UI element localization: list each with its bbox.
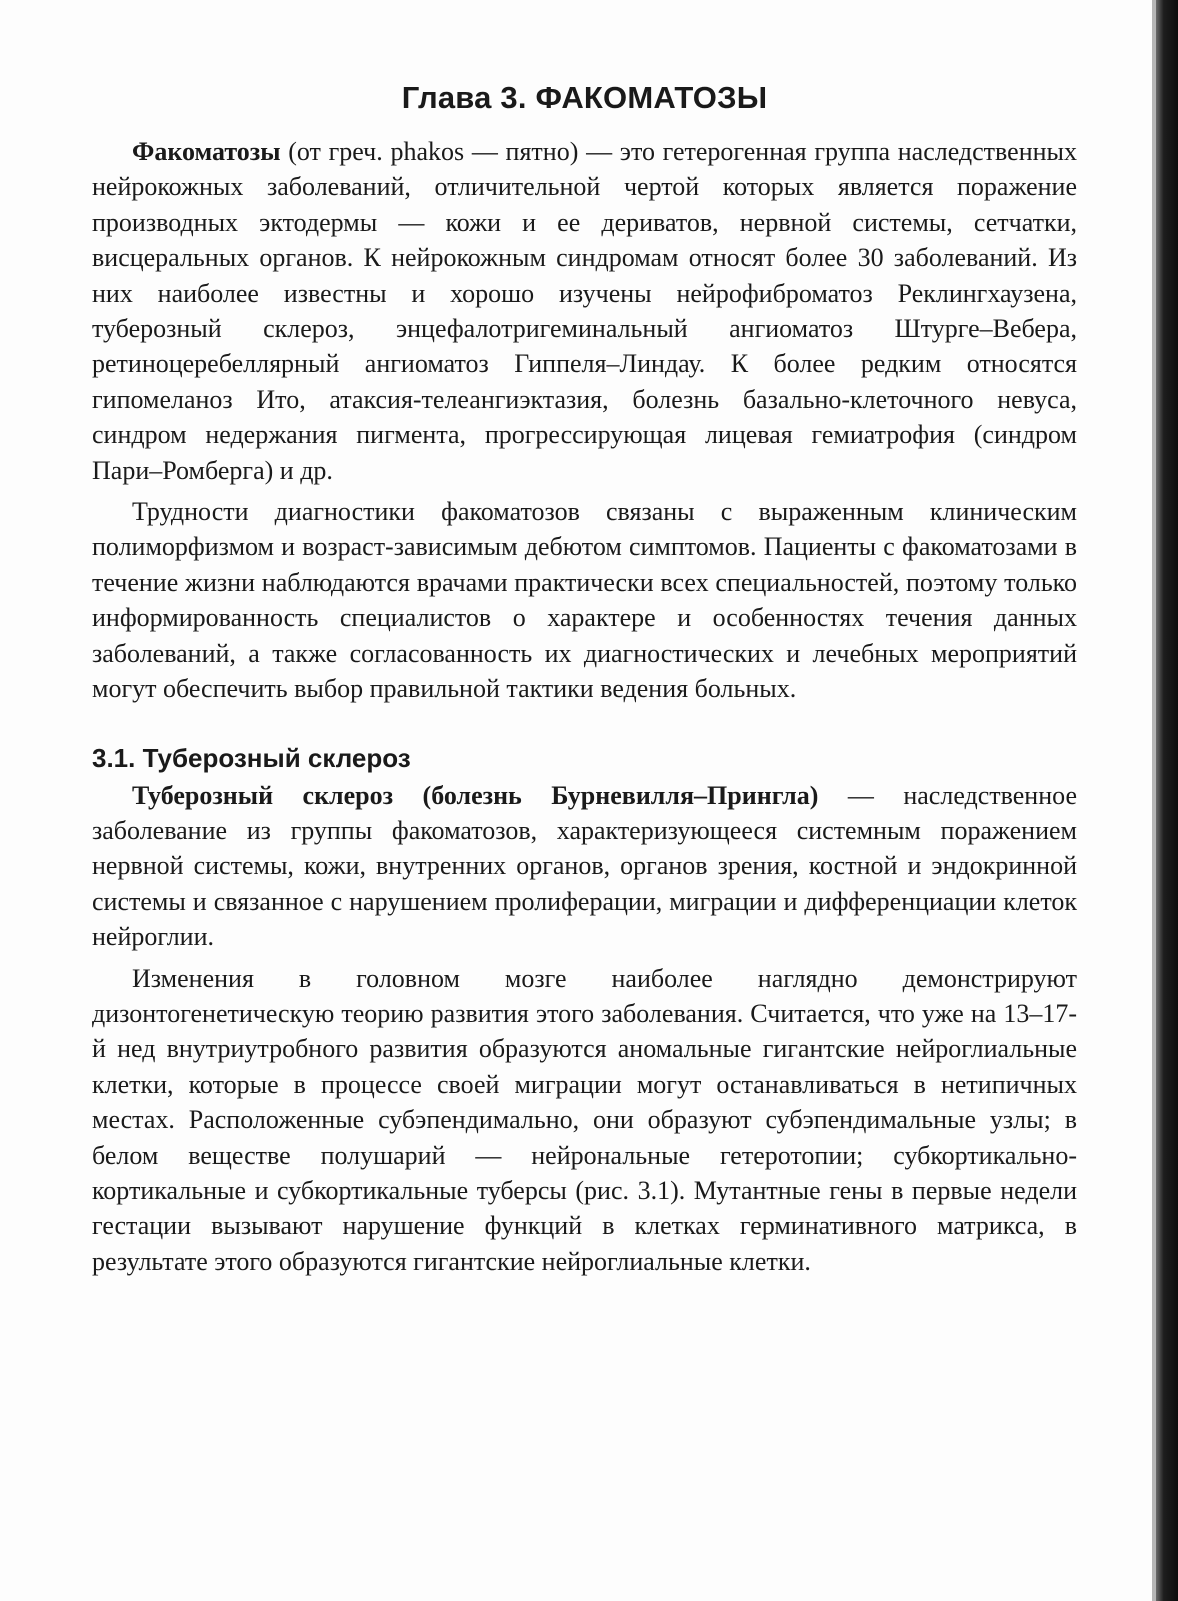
definition-paragraph: [92, 778, 1077, 955]
section-title: 3.1. Туберозный склероз: [92, 742, 411, 773]
intro-term: Факоматозы: [132, 137, 281, 166]
page-content: [92, 80, 1077, 1279]
intro-paragraph: [92, 134, 1077, 488]
scan-edge: [1156, 0, 1178, 1601]
definition-term: Туберозный склероз (болезнь Бурневилля–Прингла): [132, 780, 819, 810]
brain-changes-paragraph: Изменения в головном мозге наиболее наглядно демонстрируют дизонтогенетическую теорию развития этого заболевания. Считается, что уже на 13–17-й нед внутриутробного развития образуются аномальные гигантские нейроглиальные клетки, которые в процессе своей миграции могут останавливаться в нетипичных местах. Расположенные субэпендимально, они образуют субэпендимальные узлы; в белом веществе полушарий — нейрональные гетеротопии; субкортикально-кортикальные и субкортикальные туберсы (рис. 3.1). Мутантные гены в первые недели гестации вызывают нарушение функций в клетках герминативного матрикса, в результате этого образуются гигантские нейроглиальные клетки.: [92, 963, 1077, 1276]
diagnostics-paragraph: Трудности диагностики факоматозов связаны с выраженным клиническим полиморфизмом и возраст-зависимым дебютом симптомов. Пациенты с факоматозами в течение жизни наблюдаются врачами практически всех специальностей, поэтому только информированность специалистов о характере и особенностях течения данных заболеваний, а также согласованность их диагностических и лечебных мероприятий могут обеспечить выбор правильной тактики ведения больных.: [92, 497, 1077, 704]
chapter-title: Глава 3. ФАКОМАТОЗЫ: [401, 80, 768, 115]
intro-text: (от греч. phakos — пятно) — это гетерогенная группа наследственных нейрокожных заболеваний, отличительной чертой которых является поражение производных эктодермы — кожи и ее дериватов, нервной системы, сетчатки, висцеральных органов. К нейрокожным синдромам относят более 30 заболеваний. Из них наиболее известны и хорошо изучены нейрофиброматоз Реклингхаузена, туберозный склероз, энцефалотригеминальный ангиоматоз Штурге–Вебера, ретиноцеребеллярный ангиоматоз Гиппеля–Линдау. К более редким относятся гипомеланоз Ито, атаксия-телеангиэктазия, болезнь базально-клеточного невуса, синдром недержания пигмента, прогрессирующая лицевая гемиатрофия (синдром Пари–Ромберга) и др.: [92, 137, 1077, 485]
definition-text: — наследственное заболевание из группы факоматозов, характеризующееся системным поражением нервной системы, кожи, внутренних органов, органов зрения, костной и эндокринной системы и связанное с нарушением пролиферации, миграции и дифференциации клеток нейроглии.: [92, 780, 1077, 952]
